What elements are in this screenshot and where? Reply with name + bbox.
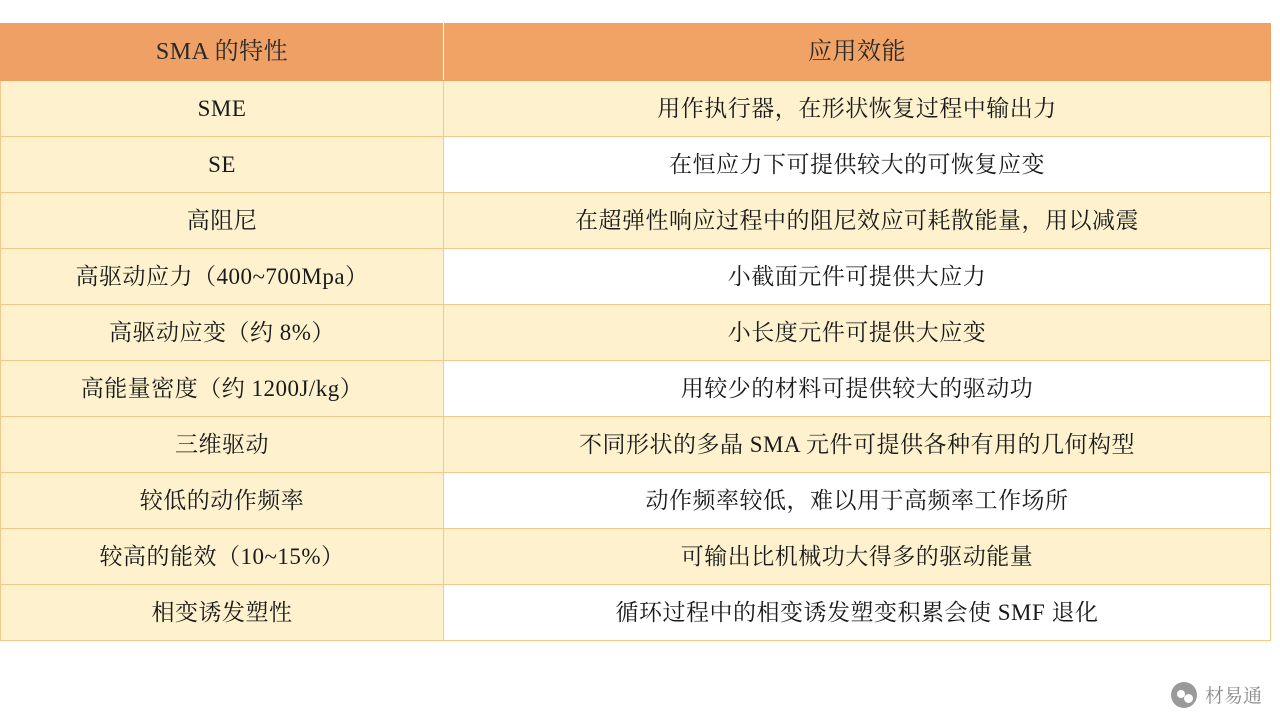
table-header — [1, 24, 1271, 81]
cell-application: 可输出比机械功大得多的驱动能量 — [444, 529, 1271, 585]
table-row — [1, 193, 1271, 249]
wechat-logo-icon — [1171, 682, 1197, 708]
cell-application: 小截面元件可提供大应力 — [444, 249, 1271, 305]
cell-application: 动作频率较低，难以用于高频率工作场所 — [444, 473, 1271, 529]
watermark-label: 材易通 — [1204, 686, 1262, 707]
cell-application: 循环过程中的相变诱发塑变积累会使 SMF 退化 — [444, 585, 1271, 641]
cell-property: 高驱动应力（400~700Mpa） — [1, 249, 444, 305]
cell-property: SME — [1, 81, 444, 137]
table-row — [1, 249, 1271, 305]
cell-property: 高驱动应变（约 8%） — [1, 305, 444, 361]
table-row — [1, 137, 1271, 193]
table-row — [1, 81, 1271, 137]
cell-property: 高能量密度（约 1200J/kg） — [1, 361, 444, 417]
cell-property: SE — [1, 137, 444, 193]
cell-application: 用作执行器，在形状恢复过程中输出力 — [444, 81, 1271, 137]
table-row — [1, 529, 1271, 585]
cell-application: 在恒应力下可提供较大的可恢复应变 — [444, 137, 1271, 193]
table-row — [1, 473, 1271, 529]
table-row — [1, 305, 1271, 361]
cell-property: 高阻尼 — [1, 193, 444, 249]
table-body — [1, 81, 1271, 641]
cell-property: 三维驱动 — [1, 417, 444, 473]
cell-application: 不同形状的多晶 SMA 元件可提供各种有用的几何构型 — [444, 417, 1271, 473]
cell-property: 相变诱发塑性 — [1, 585, 444, 641]
column-header-property: SMA 的特性 — [1, 24, 444, 81]
cell-property: 较高的能效（10~15%） — [1, 529, 444, 585]
table-row — [1, 417, 1271, 473]
table-header-row — [1, 24, 1271, 81]
sma-properties-table — [0, 23, 1271, 641]
column-header-application: 应用效能 — [444, 24, 1271, 81]
cell-application: 用较少的材料可提供较大的驱动功 — [444, 361, 1271, 417]
cell-property: 较低的动作频率 — [1, 473, 444, 529]
watermark — [1171, 681, 1262, 708]
cell-application: 小长度元件可提供大应变 — [444, 305, 1271, 361]
table-row — [1, 585, 1271, 641]
table-row — [1, 361, 1271, 417]
cell-application: 在超弹性响应过程中的阻尼效应可耗散能量，用以减震 — [444, 193, 1271, 249]
